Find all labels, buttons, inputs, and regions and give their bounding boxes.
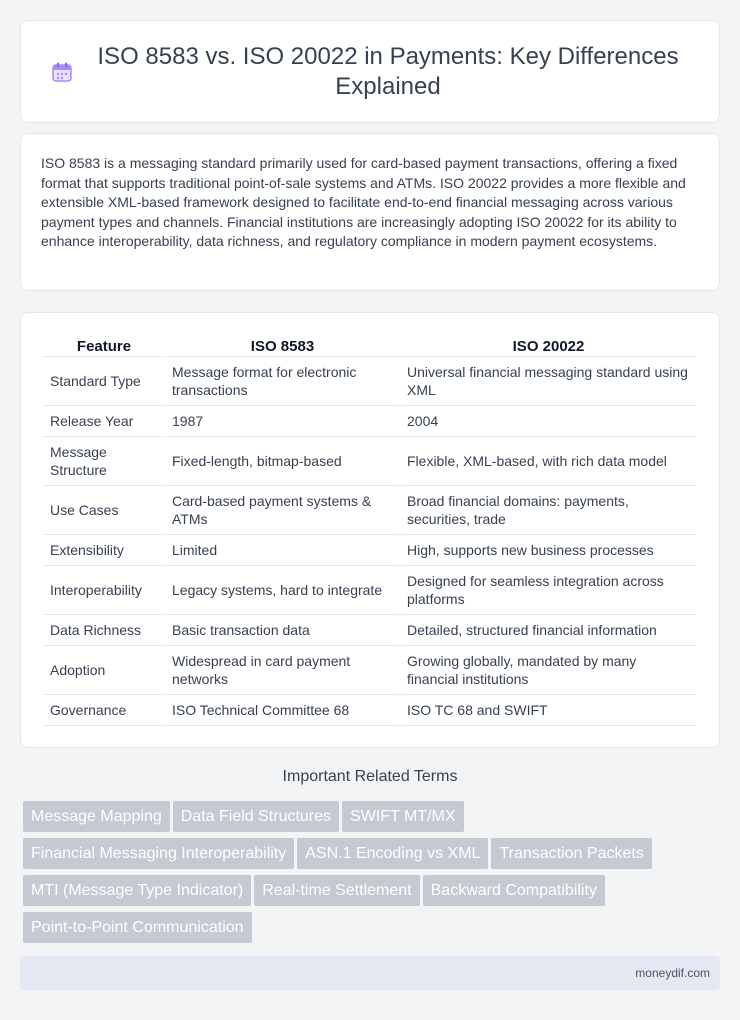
feature-cell: Extensibility xyxy=(44,535,164,566)
term-chip[interactable]: ASN.1 Encoding vs XML xyxy=(297,838,488,869)
iso20022-cell: Universal financial messaging standard using XML xyxy=(401,357,696,406)
related-terms-list xyxy=(23,801,723,949)
feature-cell: Use Cases xyxy=(44,486,164,535)
table-header-row xyxy=(44,333,696,357)
feature-cell: Standard Type xyxy=(44,357,164,406)
table-row xyxy=(44,695,696,726)
iso8583-cell: Limited xyxy=(166,535,399,566)
feature-cell: Interoperability xyxy=(44,566,164,615)
term-chip[interactable]: Message Mapping xyxy=(23,801,170,832)
iso8583-cell: Widespread in card payment networks xyxy=(166,646,399,695)
table-row xyxy=(44,437,696,486)
term-chip[interactable]: Financial Messaging Interoperability xyxy=(23,838,294,869)
table-row xyxy=(44,535,696,566)
title-card xyxy=(20,20,720,123)
comparison-card xyxy=(20,312,720,748)
feature-cell: Release Year xyxy=(44,406,164,437)
iso20022-cell: High, supports new business processes xyxy=(401,535,696,566)
iso8583-cell: 1987 xyxy=(166,406,399,437)
term-chip[interactable]: MTI (Message Type Indicator) xyxy=(23,875,251,906)
iso8583-cell: Message format for electronic transactions xyxy=(166,357,399,406)
iso20022-cell: Broad financial domains: payments, securities, trade xyxy=(401,486,696,535)
intro-paragraph: ISO 8583 is a messaging standard primarily used for card-based payment transactions, offering a fixed format that supports traditional point-of-sale systems and ATMs. ISO 20022 provides a more flexible and extensible XML-based framework designed to facilitate end-to-end financial messaging across various payment types and channels. Financial institutions are increasingly adopting ISO 20022 for its ability to enhance interoperability, data richness, and regulatory compliance in modern payment ecosystems. xyxy=(41,155,686,249)
table-row xyxy=(44,486,696,535)
header-iso20022: ISO 20022 xyxy=(401,333,696,357)
iso20022-cell: ISO TC 68 and SWIFT xyxy=(401,695,696,726)
term-chip[interactable]: Backward Compatibility xyxy=(423,875,605,906)
iso20022-cell: Growing globally, mandated by many financial institutions xyxy=(401,646,696,695)
table-row xyxy=(44,615,696,646)
iso20022-cell: Flexible, XML-based, with rich data model xyxy=(401,437,696,486)
comparison-table xyxy=(42,333,698,726)
feature-cell: Message Structure xyxy=(44,437,164,486)
related-terms-heading: Important Related Terms xyxy=(282,768,458,785)
feature-cell: Adoption xyxy=(44,646,164,695)
iso8583-cell: Basic transaction data xyxy=(166,615,399,646)
feature-cell: Data Richness xyxy=(44,615,164,646)
footer xyxy=(20,956,720,990)
table-row xyxy=(44,406,696,437)
intro-card xyxy=(20,133,720,291)
table-row xyxy=(44,357,696,406)
term-chip[interactable]: Point-to-Point Communication xyxy=(23,912,252,943)
iso8583-cell: ISO Technical Committee 68 xyxy=(166,695,399,726)
feature-cell: Governance xyxy=(44,695,164,726)
term-chip[interactable]: Data Field Structures xyxy=(173,801,339,832)
table-row xyxy=(44,646,696,695)
page-title: ISO 8583 vs. ISO 20022 in Payments: Key Differences Explained xyxy=(97,42,679,100)
term-chip[interactable]: Transaction Packets xyxy=(491,838,651,869)
term-chip[interactable]: Real-time Settlement xyxy=(254,875,419,906)
iso8583-cell: Fixed-length, bitmap-based xyxy=(166,437,399,486)
header-feature: Feature xyxy=(44,333,164,357)
term-chip[interactable]: SWIFT MT/MX xyxy=(342,801,463,832)
title-wrap xyxy=(21,21,719,122)
iso8583-cell: Legacy systems, hard to integrate xyxy=(166,566,399,615)
calendar-icon xyxy=(51,61,73,83)
table-row xyxy=(44,566,696,615)
iso8583-cell: Card-based payment systems & ATMs xyxy=(166,486,399,535)
iso20022-cell: Detailed, structured financial information xyxy=(401,615,696,646)
header-iso8583: ISO 8583 xyxy=(166,333,399,357)
footer-site[interactable]: moneydif.com xyxy=(635,966,710,980)
iso20022-cell: 2004 xyxy=(401,406,696,437)
iso20022-cell: Designed for seamless integration across platforms xyxy=(401,566,696,615)
